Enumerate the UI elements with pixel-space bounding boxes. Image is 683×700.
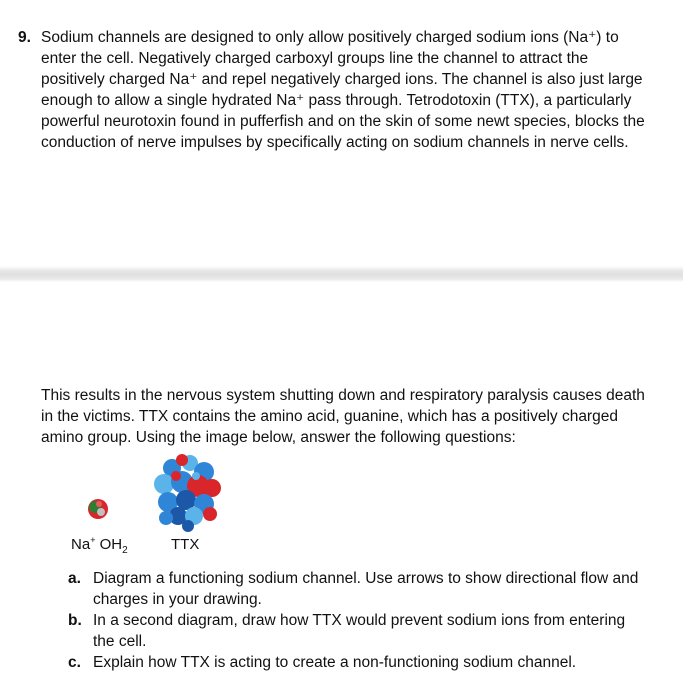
paragraph-line: amino group. Using the image below, answer the following questions:	[41, 429, 516, 446]
subquestion-a	[68, 568, 658, 610]
subquestion-line: Diagram a functioning sodium channel. Use arrows to show directional flow and	[93, 570, 639, 587]
paragraph-line: This results in the nervous system shutting down and respiratory paralysis causes death	[41, 387, 645, 404]
paragraph-line: Sodium channels are designed to only allow positively charged sodium ions (Na⁺) to	[41, 29, 619, 46]
subquestion-line: In a second diagram, draw how TTX would prevent sodium ions from entering	[93, 612, 626, 629]
paragraph-line: conduction of nerve impulses by specifically acting on sodium channels in nerve cells.	[41, 134, 629, 151]
paragraph-line: in the victims. TTX contains the amino acid, guanine, which has a positively charged	[41, 408, 618, 425]
molecule-figure	[60, 452, 260, 562]
page-break-divider	[0, 266, 683, 282]
ttx-molecule-icon	[152, 454, 224, 532]
continuation-paragraph	[41, 385, 661, 448]
subquestion-list	[68, 568, 658, 673]
subquestion-line: the cell.	[93, 633, 147, 650]
paragraph-line: powerful neurotoxin found in pufferfish and on the skin of some newt species, blocks the	[41, 113, 645, 130]
paragraph-line: enter the cell. Negatively charged carboxyl groups line the channel to attract the	[41, 50, 589, 67]
subquestion-c	[68, 652, 658, 673]
subquestion-line: Explain how TTX is acting to create a non-functioning sodium channel.	[93, 654, 577, 671]
subquestion-letter: a.	[68, 570, 81, 587]
paragraph-line: positively charged Na⁺ and repel negatively charged ions. The channel is also just large	[41, 71, 643, 88]
paragraph-line: enough to allow a single hydrated Na⁺ pass through. Tetrodotoxin (TTX), a particularly	[41, 92, 632, 109]
hydrated-sodium-molecule-icon	[86, 497, 110, 521]
subquestion-line: charges in your drawing.	[93, 591, 262, 608]
question-paragraph	[41, 27, 663, 153]
subquestion-letter: b.	[68, 612, 82, 629]
subquestion-letter: c.	[68, 654, 81, 671]
question-number: 9.	[18, 29, 31, 46]
subquestion-b	[68, 610, 658, 652]
ttx-label: TTX	[171, 536, 200, 553]
na-oh2-label: Na+ $OH_2$	[71, 535, 128, 556]
